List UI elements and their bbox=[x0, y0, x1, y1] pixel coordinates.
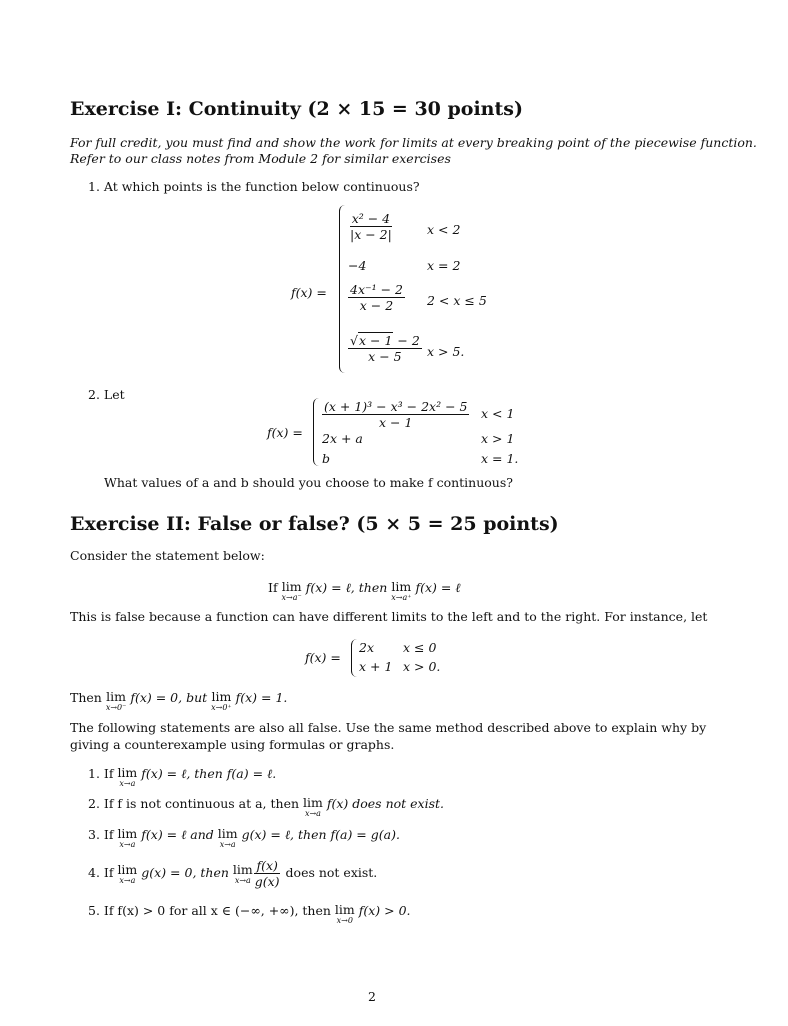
example-piece-1: 2x bbox=[359, 640, 375, 655]
f2-piece-3: b bbox=[322, 451, 331, 466]
example-piece-1-condition: x ≤ 0 bbox=[403, 640, 437, 655]
f1-piece-1-condition: x < 2 bbox=[427, 222, 461, 237]
f1-piece-3: $\frac{\text{4x⁻¹ − 2}}{x - 2}$ bbox=[350, 282, 403, 313]
f1-piece-2: −4 bbox=[348, 258, 367, 273]
false-statement-1: 1. If lim x→a f(x) = ℓ, then f(a) = ℓ. bbox=[88, 765, 277, 788]
f1-lhs: f(x) = bbox=[291, 285, 327, 300]
exercise-1-intro-line2: Refer to our class notes from Module 2 for similar exercises bbox=[70, 151, 451, 166]
f2-brace bbox=[313, 398, 320, 466]
question-2-tail: What values of a and b should you choose to make f continuous? bbox=[104, 475, 513, 490]
exercise-1-title: Exercise I: Continuity (2 × 15 = 30 points) bbox=[70, 98, 523, 120]
f2-lhs: f(x) = bbox=[267, 425, 303, 440]
f1-piece-2-condition: x = 2 bbox=[427, 258, 461, 273]
false-statement-4: 4. If lim x→a g(x) = 0, then lim x→a $\frac{f(x)}{g(x)}$ does not exist. bbox=[88, 858, 378, 889]
example-lhs: f(x) = bbox=[305, 650, 341, 665]
f2-piece-3-condition: x = 1. bbox=[481, 451, 519, 466]
false-statement-5: 5. If f(x) > 0 for all x ∈ (−∞, +∞), then lim x→0 f(x) > 0. bbox=[88, 902, 411, 925]
false-statement-3: 3. If lim x→a f(x) = ℓ and lim x→a g(x) = ℓ, then f(a) = g(a). bbox=[88, 826, 400, 849]
f2-piece-1-condition: x < 1 bbox=[481, 406, 515, 421]
f2-piece-2: 2x + a bbox=[322, 431, 363, 446]
exercise-2-title: Exercise II: False or false? (5 × 5 = 25 points) bbox=[70, 513, 559, 535]
consider-text: Consider the statement below: bbox=[70, 548, 265, 563]
example-piece-2: x + 1 bbox=[359, 659, 393, 674]
example-piece-2-condition: x > 0. bbox=[403, 659, 441, 674]
f1-piece-3-condition: 2 < x ≤ 5 bbox=[427, 293, 487, 308]
false-statement-2: 2. If f is not continuous at a, then lim x→a f(x) does not exist. bbox=[88, 795, 444, 818]
explain-text: This is false because a function can have different limits to the left and to the right. For instance, let bbox=[70, 609, 708, 624]
exercise-1-intro-line1: For full credit, you must find and show the work for limits at every breaking point of the piecewise function. bbox=[70, 135, 757, 150]
f2-piece-2-condition: x > 1 bbox=[481, 431, 515, 446]
f1-piece-1: $\frac{\text{x² − 4}}{|x - 2|}$ bbox=[350, 211, 392, 242]
page-number: 2 bbox=[368, 989, 376, 1004]
following-line2: giving a counterexample using formulas or graphs. bbox=[70, 737, 395, 752]
f1-brace bbox=[339, 205, 346, 373]
f1-piece-4: $\frac{√x - 1 - 2}{x - 5}$ bbox=[350, 333, 420, 364]
question-2-label: 2. Let bbox=[88, 387, 125, 402]
then-line: Then lim x→0⁻ f(x) = 0, but lim x→0⁺ f(x) = 1. bbox=[70, 689, 288, 712]
f1-piece-4-condition: x > 5. bbox=[427, 344, 465, 359]
f2-piece-1: $\frac{\text{(x + 1)³ − x³ − 2x² − 5}}{x - 1}$ bbox=[324, 399, 468, 430]
following-line1: The following statements are also all false. Use the same method described above to explain why by bbox=[70, 720, 707, 735]
question-1-text: 1. At which points is the function below continuous? bbox=[88, 179, 420, 194]
statement-line: If lim x→a⁻ f(x) = ℓ, then lim x→a⁺ f(x) = ℓ bbox=[268, 579, 461, 602]
example-brace bbox=[351, 639, 358, 677]
